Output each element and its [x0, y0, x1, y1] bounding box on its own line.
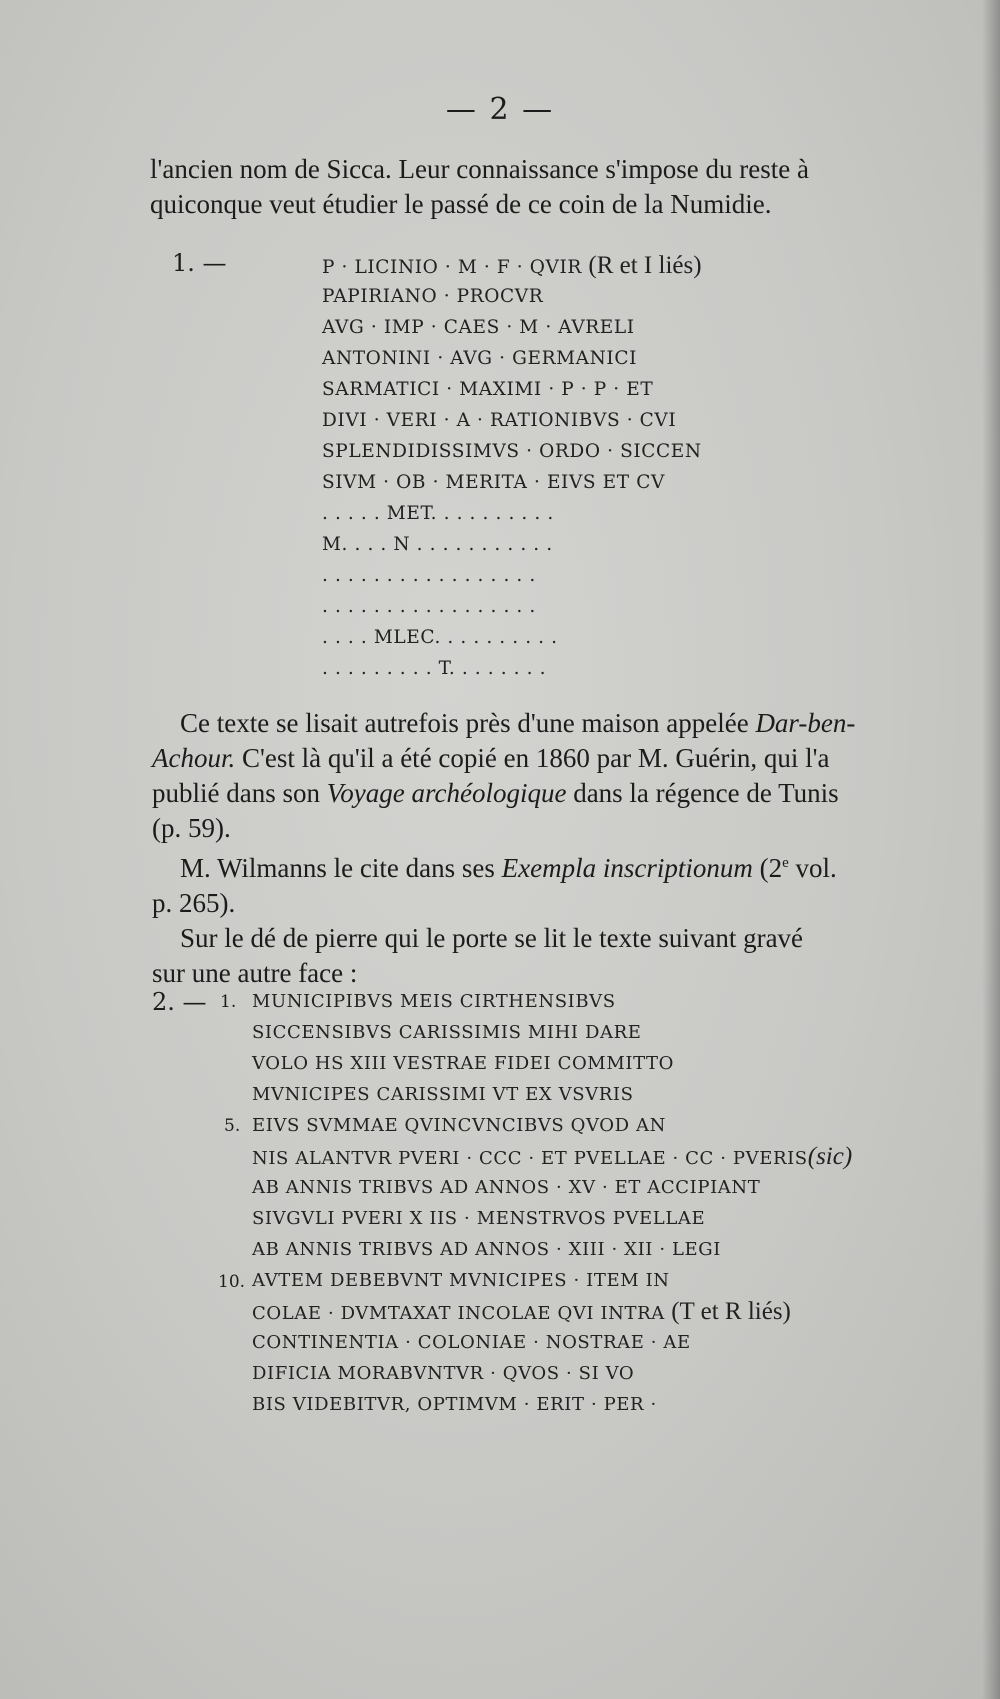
inscription-1-line: . . . . . . . . . . . . . . . . .: [322, 565, 536, 586]
inscription-note: (T et R liés): [671, 1298, 791, 1325]
inscription-2-line: CONTINENTIA · COLONIAE · NOSTRAE · AE: [252, 1332, 691, 1353]
inscription-2-line: AVTEM DEBEBVNT MVNICIPES · ITEM IN: [252, 1270, 670, 1291]
inscription-2-line: BIS VIDEBITVR, OPTIMVM · ERIT · PER ·: [252, 1394, 657, 1415]
inscription-2-line: DIFICIA MORABVNTVR · QVOS · SI VO: [252, 1363, 635, 1384]
intro-line-1: l'ancien nom de Sicca. Leur connaissance s'impose du reste à: [150, 154, 809, 184]
inscription-2-line: MVNICIPES CARISSIMI VT EX VSVRIS: [252, 1084, 634, 1105]
intro-paragraph: [150, 152, 882, 222]
inscription-2-line: MUNICIPIBVS MEIS CIRTHENSIBVS: [252, 991, 616, 1012]
inscription-2-line: COLAE · DVMTAXAT INCOLAE QVI INTRA (T et R liés): [252, 1298, 791, 1325]
inscription-1-line: . . . . . . . . . T. . . . . . . .: [322, 658, 547, 679]
inscription-2-line: AB ANNIS TRIBVS AD ANNOS · XIII · XII · LEGI: [252, 1239, 721, 1260]
inscription-1-number: 1. —: [172, 249, 227, 277]
inscription-1-line: P · LICINIO · M · F · QVIR (R et I liés): [322, 252, 702, 279]
commentary-paragraphs: [152, 706, 888, 991]
inscription-2-line: SIVGVLI PVERI X IIS · MENSTRVOS PVELLAE: [252, 1208, 706, 1229]
line-number-5: 5.: [224, 1116, 241, 1136]
para-3: Sur le dé de pierre qui le porte se lit le texte suivant gravé: [180, 923, 804, 953]
inscription-1-line: PAPIRIANO · PROCVR: [322, 286, 544, 307]
para-1: Ce texte se lisait autrefois près d'une maison appelée Dar-ben-: [180, 708, 856, 738]
intro-line-2: quiconque veut étudier le passé de ce coin de la Numidie.: [150, 189, 772, 219]
inscription-1-line: DIVI · VERI · A · RATIONIBVS · CVI: [322, 410, 677, 431]
para-1-end: (p. 59).: [152, 813, 231, 843]
inscription-1-line: M. . . . N . . . . . . . . . . .: [322, 534, 553, 555]
para-1-cont: Achour. C'est là qu'il a été copié en 1860 par M. Guérin, qui l'a: [152, 743, 830, 773]
inscription-2-line: VOLO HS XIII VESTRAE FIDEI COMMITTO: [252, 1053, 674, 1074]
inscription-1: [322, 250, 702, 684]
para-2-end: p. 265).: [152, 888, 236, 918]
inscription-2-line: EIVS SVMMAE QVINCVNCIBVS QVOD AN: [252, 1115, 666, 1136]
inscription-2-number: 2. —: [152, 988, 207, 1016]
page-edge-shadow: [982, 0, 1000, 1699]
line-number-10: 10.: [218, 1272, 246, 1292]
inscription-1-line: SIVM · OB · MERITA · EIVS ET CV: [322, 472, 665, 493]
para-3-end: sur une autre face :: [152, 958, 358, 988]
inscription-note: (R et I liés): [588, 252, 702, 279]
line-number-1: 1.: [220, 992, 237, 1012]
sic-note: (sic): [807, 1143, 853, 1170]
inscription-1-line: . . . . MLEC. . . . . . . . . .: [322, 627, 558, 648]
inscription-1-line: ANTONINI · AVG · GERMANICI: [322, 348, 637, 369]
inscription-1-line: . . . . . MET. . . . . . . . . .: [322, 503, 554, 524]
inscription-2-line: SICCENSIBVS CARISSIMIS MIHI DARE: [252, 1022, 642, 1043]
inscription-1-line: AVG · IMP · CAES · M · AVRELI: [322, 317, 635, 338]
inscription-2: [252, 986, 852, 1420]
para-2: M. Wilmanns le cite dans ses Exempla inscriptionum (2e vol.: [180, 853, 837, 883]
inscription-1-line: . . . . . . . . . . . . . . . . .: [322, 596, 536, 617]
inscription-2-line: AB ANNIS TRIBVS AD ANNOS · XV · ET ACCIPIANT: [252, 1177, 761, 1198]
inscription-1-line: SPLENDIDISSIMVS · ORDO · SICCEN: [322, 441, 702, 462]
inscription-1-line: SARMATICI · MAXIMI · P · P · ET: [322, 379, 654, 400]
para-1-cont: publié dans son Voyage archéologique dans la régence de Tunis: [152, 778, 839, 808]
page-number: — 2 —: [445, 92, 555, 127]
inscription-2-line: NIS ALANTVR PVERI · CCC · ET PVELLAE · CC · PVERIS(sic): [252, 1143, 853, 1170]
